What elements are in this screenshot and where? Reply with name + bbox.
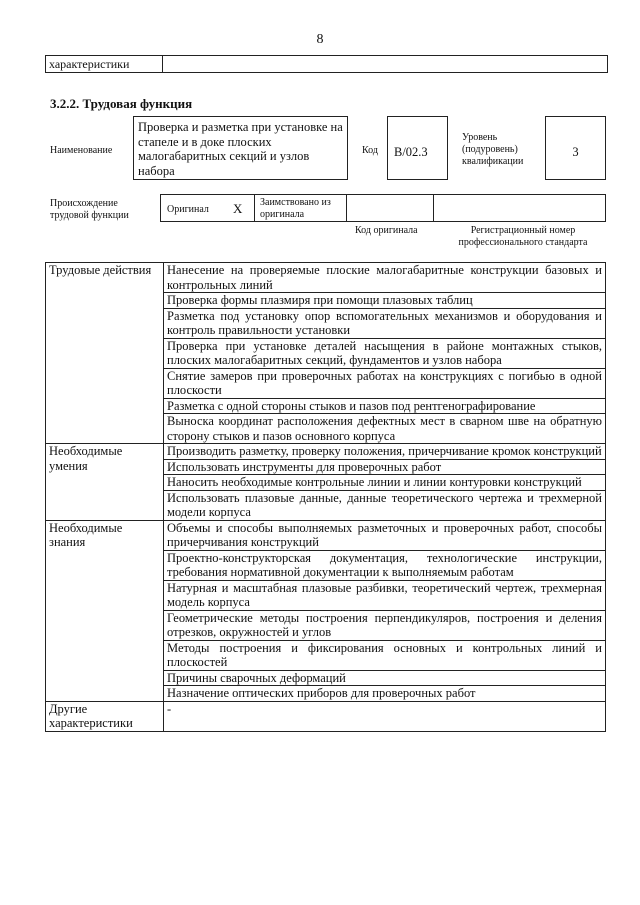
function-table-body xyxy=(46,263,606,732)
row-item: Методы построения и фиксирования основных и контрольных линий и плоскостей xyxy=(164,640,606,670)
origin-table xyxy=(160,194,606,222)
row-item: Назначение оптических приборов для проверочных работ xyxy=(164,686,606,702)
row-category: Другие характеристики xyxy=(46,701,164,731)
row-category: Необходимые знания xyxy=(46,520,164,701)
row-item: Геометрические методы построения перпендикуляров, построения и деления отрезков, окружностей и углов xyxy=(164,610,606,640)
row-item: Натурная и масштабная плазовые разбивки, теоретический чертеж, трехмерная модель корпуса xyxy=(164,580,606,610)
divider xyxy=(346,195,347,221)
row-item: Разметка под установку опор вспомогательных механизмов и оборудования и контроль правильности установки xyxy=(164,308,606,338)
function-table xyxy=(45,262,606,732)
code-original-caption: Код оригинала xyxy=(355,225,418,236)
row-item: Снятие замеров при проверочных работах на конструкциях с погибью в одной плоскости xyxy=(164,368,606,398)
row-item: Нанесение на проверяемые плоские малогабаритные конструкции базовых и контрольных линий xyxy=(164,263,606,293)
original-mark: X xyxy=(233,201,243,216)
page-number: 8 xyxy=(316,32,324,47)
level-label: Уровень (подуровень) квалификации xyxy=(462,132,524,167)
code-label: Код xyxy=(362,145,378,156)
function-name: Проверка и разметка при установке на стапеле и в доке плоских малогабаритных секций и узлов набора xyxy=(138,120,343,178)
row-category: Необходимые умения xyxy=(46,444,164,521)
code-box xyxy=(387,116,448,180)
level-box xyxy=(545,116,606,180)
origin-label: Происхождение трудовой функции xyxy=(50,198,129,221)
code-value: B/02.3 xyxy=(394,145,428,159)
original-label: Оригинал xyxy=(167,204,209,215)
name-label: Наименование xyxy=(50,145,113,156)
table-row xyxy=(46,520,606,550)
section-title: 3.2.2. Трудовая функция xyxy=(50,96,193,111)
row-item: Производить разметку, проверку положения, причерчивание кромок конструкций xyxy=(164,444,606,460)
continuation-label: характеристики xyxy=(46,56,163,72)
row-item: Объемы и способы выполняемых разметочных и проверочных работ, способы причерчивания конструкций xyxy=(164,520,606,550)
table-row xyxy=(46,444,606,460)
row-item: Проверка формы плазмиря при помощи плазовых таблиц xyxy=(164,293,606,309)
row-item: Использовать инструменты для проверочных работ xyxy=(164,459,606,475)
row-item: Использовать плазовые данные, данные теоретического чертежа и трехмерной модели корпуса xyxy=(164,490,606,520)
row-item: - xyxy=(164,701,606,731)
level-value: 3 xyxy=(572,145,579,159)
borrowed-label: Заимствовано из оригинала xyxy=(260,197,331,220)
row-item: Наносить необходимые контрольные линии и линии контуровки конструкций xyxy=(164,475,606,491)
reg-number-caption: Регистрационный номер профессионального стандарта xyxy=(458,225,588,248)
row-item: Причины сварочных деформаций xyxy=(164,670,606,686)
continuation-row xyxy=(45,55,608,73)
row-item: Проверка при установке деталей насыщения в районе монтажных стыков, плоских малогабаритных секций, фундаментов и узлов набора xyxy=(164,338,606,368)
row-item: Проектно-конструкторская документация, технологические инструкции, требования нормативной документации к выполняемым работам xyxy=(164,550,606,580)
divider xyxy=(433,195,434,221)
divider xyxy=(254,195,255,221)
function-name-box xyxy=(133,116,348,180)
table-row xyxy=(46,701,606,731)
row-category: Трудовые действия xyxy=(46,263,164,444)
table-row xyxy=(46,263,606,293)
row-item: Разметка с одной стороны стыков и пазов под рентгенографирование xyxy=(164,398,606,414)
row-item: Выноска координат расположения дефектных мест в сварном шве на обратную сторону стыков и пазов основного корпуса xyxy=(164,414,606,444)
